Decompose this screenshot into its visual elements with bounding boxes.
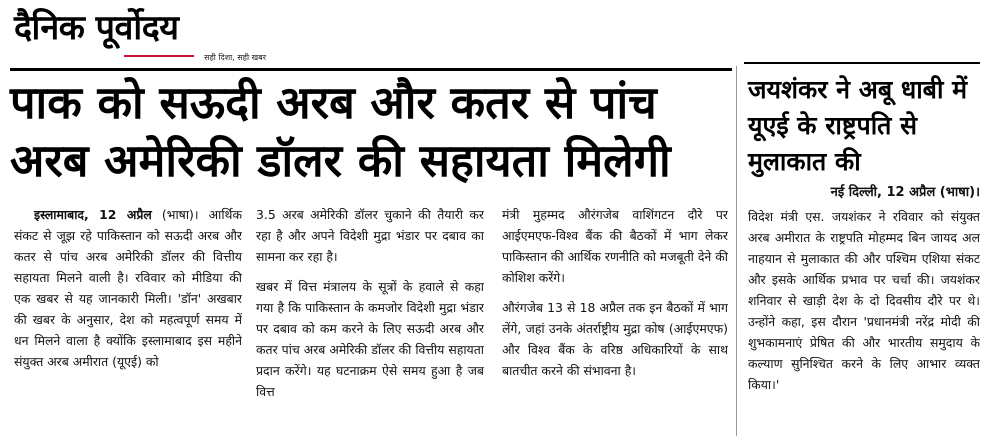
- main-story-column-2: [256, 204, 484, 436]
- side-story-dateline: नई दिल्ली, 12 अप्रैल (भाषा)।: [830, 185, 980, 200]
- main-story-top-rule: [10, 68, 732, 71]
- main-story-column-1: [14, 204, 242, 436]
- masthead-red-bar: [124, 55, 194, 57]
- main-story-text-3b: औरंगजेब 13 से 18 अप्रैल तक इन बैठकों में भाग लेंगे, जहां उनके अंतर्राष्ट्रीय मुद्रा कोष (आईएमएफ) और विश्व बैंक के वरिष्ठ अधिकारियों के साथ बातचीत करने की संभावना है।: [502, 300, 728, 378]
- side-story-top-rule: [744, 62, 980, 64]
- main-story-text-1: (भाषा)। आर्थिक संकट से जूझ रहे पाकिस्तान को सऊदी अरब और कतर से पांच अरब अमेरिकी डॉलर की वित्तीय सहायता मिलने वाली है। रविवार को मीडिया की एक खबर से यह जानकारी मिली। 'डॉन' अखबार की खबर के अनुसार, देश को महत्वपूर्ण समय में धन मिलने वाला है क्योंकि इस्लामाबाद इस महीने संयुक्त अरब अमीरात (यूएई) को: [14, 207, 242, 369]
- main-headline-line-2: अरब अमेरिकी डॉलर की सहायता मिलेगी: [10, 134, 671, 187]
- main-story-text-2a: 3.5 अरब अमेरिकी डॉलर चुकाने की तैयारी कर रहा है और अपने विदेशी मुद्रा भंडार पर दबाव का सामना कर रहा है।: [256, 207, 484, 264]
- newspaper-title: दैनिक पूर्वोदय: [14, 8, 179, 48]
- column-divider: [736, 66, 737, 436]
- main-headline-line-1: पाक को सऊदी अरब और कतर से पांच: [10, 76, 657, 129]
- main-story-column-3: [502, 204, 728, 436]
- main-story-dateline: इस्लामाबाद, 12 अप्रैल: [34, 207, 152, 222]
- side-story-column: [748, 206, 980, 438]
- side-story-text: विदेश मंत्री एस. जयशंकर ने रविवार को संयुक्त अरब अमीरात के राष्ट्रपति मोहम्मद बिन जायद अल नाहयान से मुलाकात की और पश्चिम एशिया संकट और इसके आर्थिक प्रभाव पर चर्चा की। जयशंकर शनिवार से खाड़ी देश के दो दिवसीय दौरे पर थे। उन्होंने कहा, इस दौरान 'प्रधानमंत्री नरेंद्र मोदी की शुभकामनाएं प्रेषित की और भारतीय समुदाय के कल्याण सुनिश्चित करने के लिए आभार व्यक्त किया।': [748, 209, 980, 392]
- masthead-logo: [14, 6, 274, 62]
- side-headline: जयशंकर ने अबू धाबी में यूएई के राष्ट्रपति से मुलाकात की: [748, 75, 968, 176]
- main-story-text-3a: मंत्री मुहम्मद औरंगजेब वाशिंगटन दौरे पर आईएमएफ-विश्व बैंक की बैठकों में भाग लेकर पाकिस्तान की आर्थिक रणनीति को मजबूती देने की कोशिश करेंगे।: [502, 207, 728, 285]
- newspaper-tagline: सही दिशा, सही खबर: [204, 53, 266, 62]
- main-headline: [10, 74, 732, 190]
- main-story-text-2b: खबर में वित्त मंत्रालय के सूत्रों के हवाले से कहा गया है कि पाकिस्तान के कमजोर विदेशी मुद्रा भंडार पर दबाव को कम करने के लिए सऊदी अरब और कतर पांच अरब अमेरिकी डॉलर की वित्तीय सहायता प्रदान करेंगे। यह घटनाक्रम ऐसे समय हुआ है जब वित्त: [256, 279, 484, 399]
